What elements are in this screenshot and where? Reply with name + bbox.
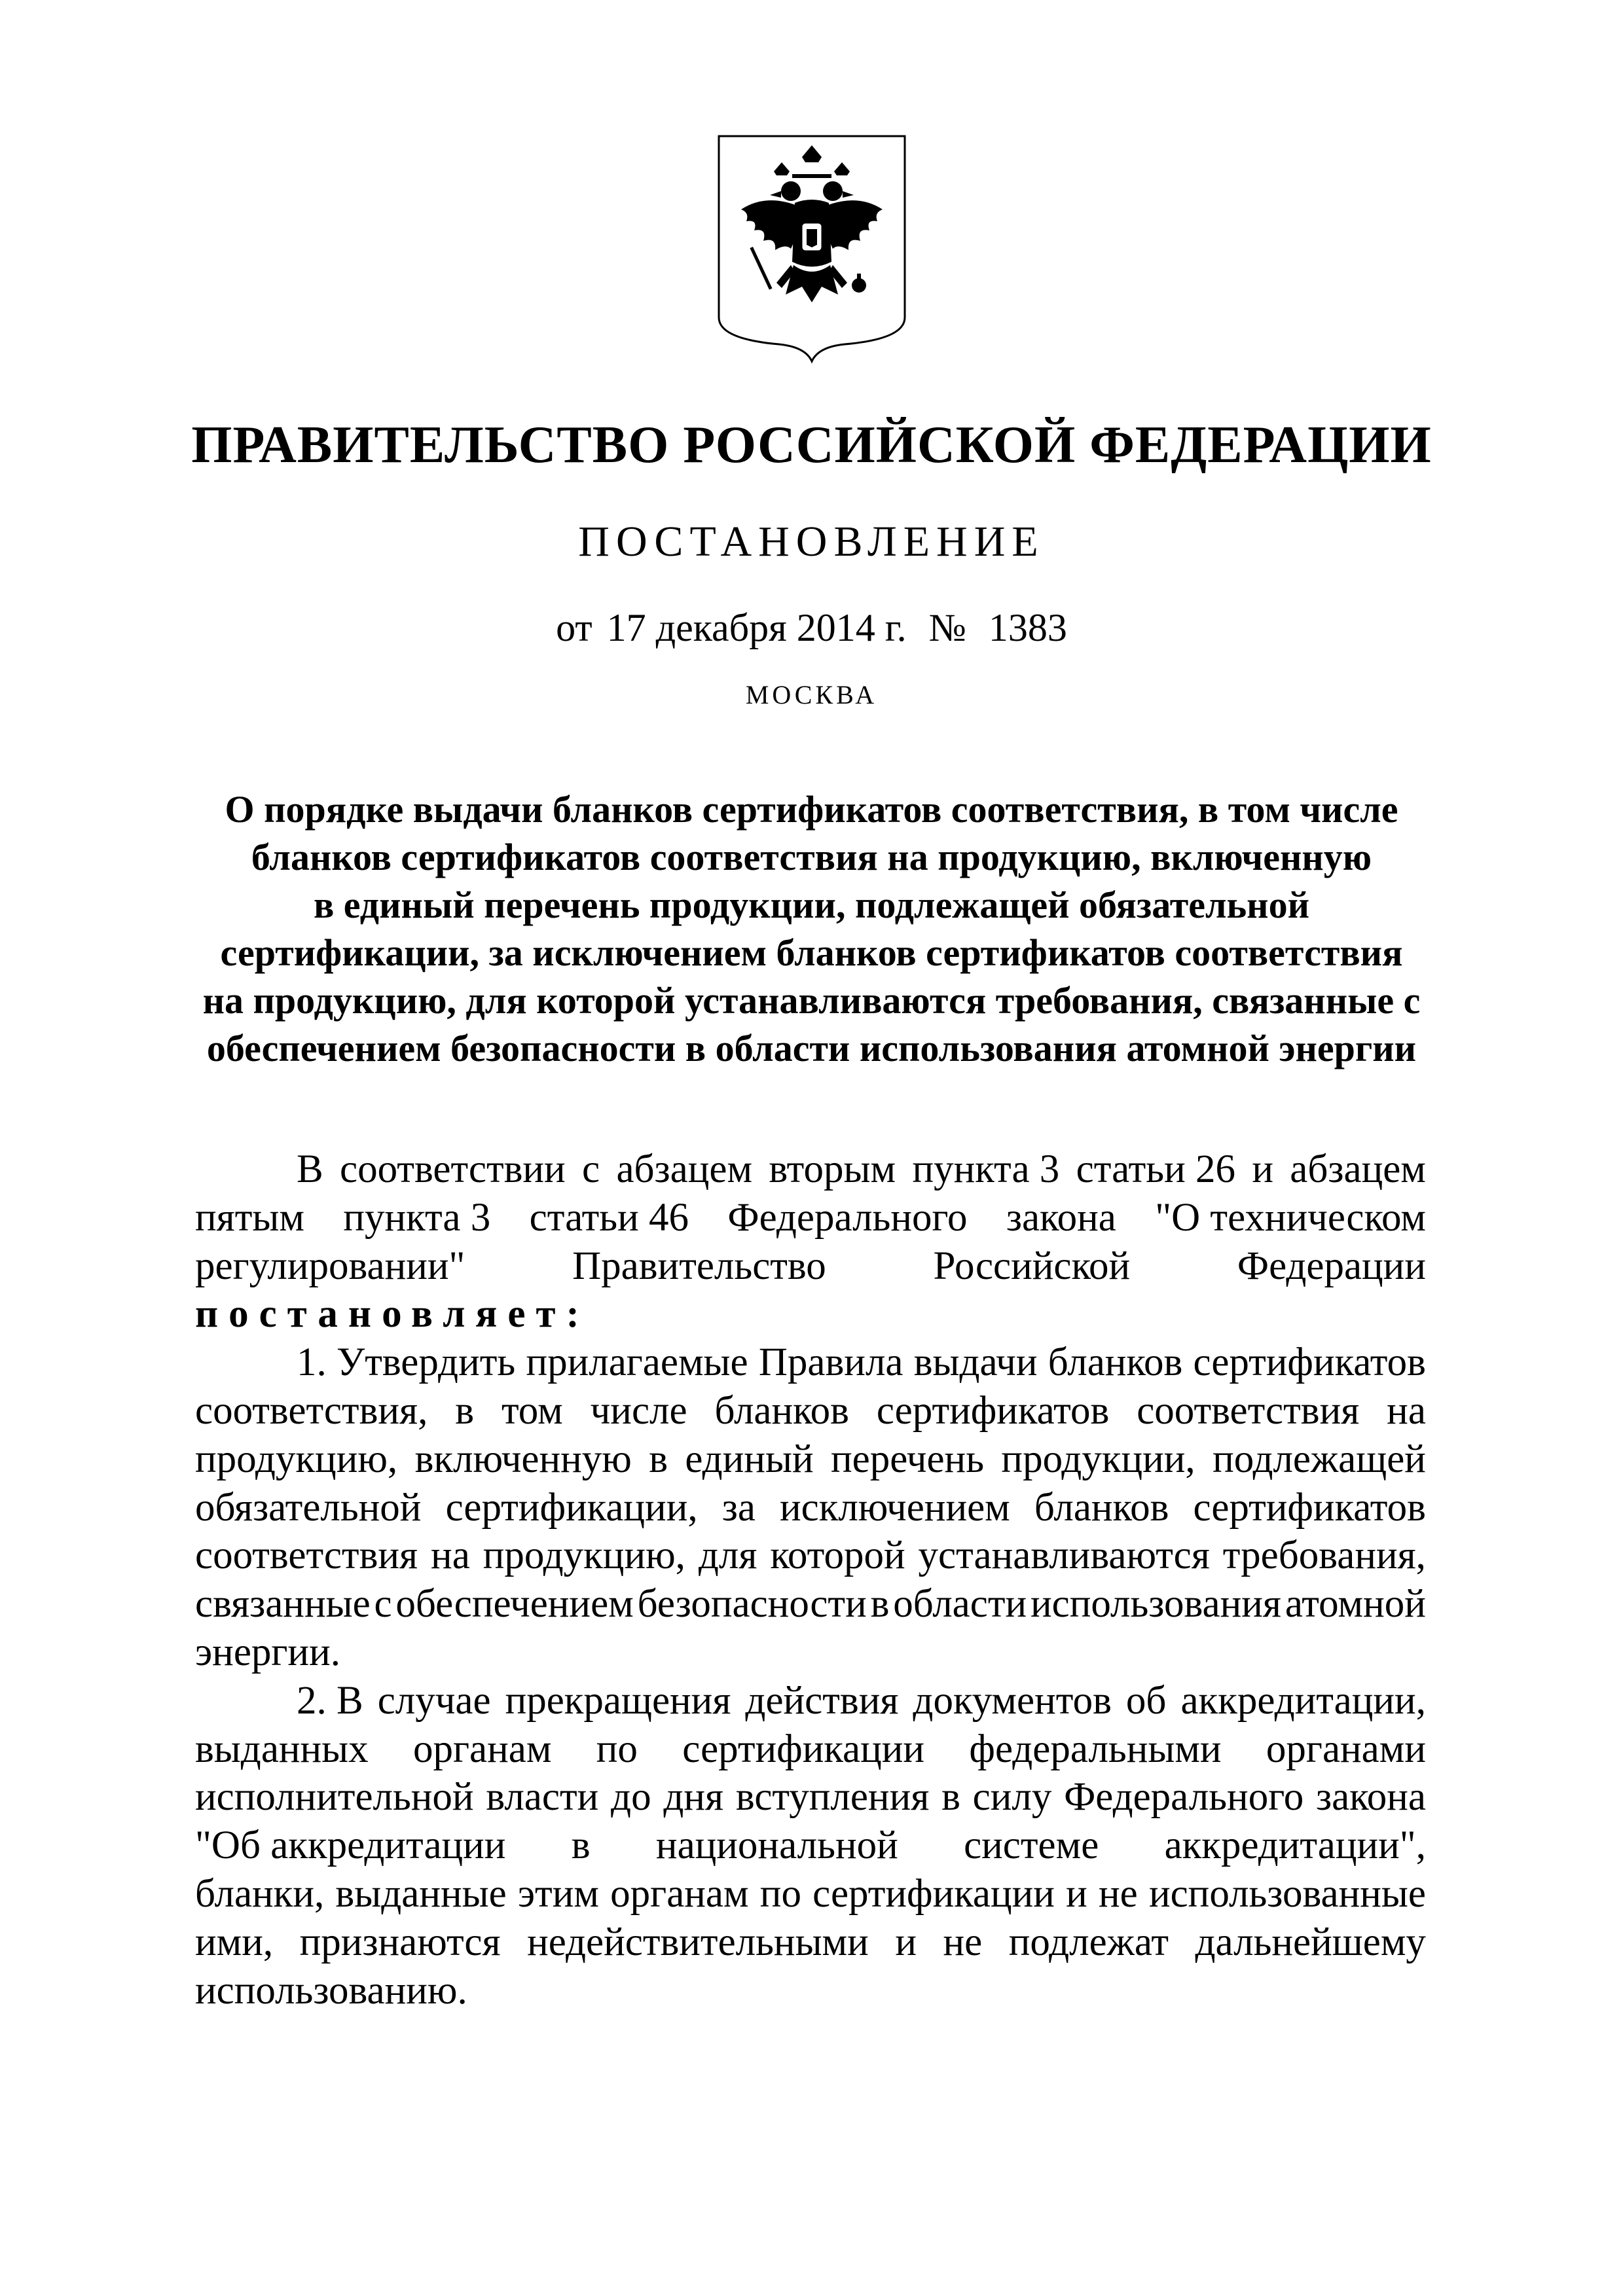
body-word: закона — [1315, 1775, 1426, 1820]
body-word: на — [431, 1534, 470, 1578]
body-word: и — [1252, 1147, 1273, 1191]
body-line — [195, 1725, 1426, 1774]
number-sign: № — [928, 606, 966, 649]
body-word: 2. В — [297, 1678, 363, 1723]
body-line — [195, 1918, 1426, 1967]
body-word: абзацем — [1290, 1147, 1426, 1191]
document-body — [195, 1145, 1426, 2015]
body-word: требования, — [1222, 1534, 1426, 1578]
body-line — [195, 1290, 1426, 1338]
body-word: не — [943, 1920, 983, 1964]
body-word: силу — [972, 1775, 1052, 1820]
body-word: аккредитации, — [1180, 1678, 1426, 1723]
title-line: сертификации, за исключением бланков сертификатов соответствия — [220, 931, 1403, 974]
body-word: исключением — [780, 1485, 1010, 1530]
body-word: "О техническом — [1155, 1195, 1426, 1240]
body-line — [195, 1387, 1426, 1435]
body-word: бланков — [1048, 1340, 1183, 1385]
body-word: том — [501, 1388, 563, 1433]
body-word: Федерального — [1064, 1775, 1304, 1820]
body-line — [195, 1773, 1426, 1821]
body-word: продукции, — [1001, 1437, 1195, 1481]
body-word: органам — [413, 1727, 552, 1771]
body-word: регулировании" — [195, 1244, 465, 1288]
body-word: обеспечением — [395, 1582, 634, 1626]
body-word: дальнейшему — [1195, 1920, 1426, 1964]
body-word: вступления — [735, 1775, 930, 1820]
body-line — [195, 1580, 1426, 1628]
document-date: 17 декабря 2014 г. — [606, 606, 907, 649]
body-word: случае — [377, 1678, 491, 1723]
body-word: Федерации — [1237, 1244, 1426, 1288]
body-word: числе — [590, 1388, 687, 1433]
body-word: бланки, — [195, 1871, 325, 1916]
body-word: "Об аккредитации — [195, 1823, 506, 1868]
body-word: вторым — [769, 1147, 896, 1191]
body-line — [195, 1242, 1426, 1291]
body-word: для — [698, 1534, 757, 1578]
body-word: дня — [663, 1775, 724, 1820]
body-word: не — [1099, 1871, 1138, 1916]
body-line — [195, 1435, 1426, 1484]
body-word: соответствия — [1137, 1388, 1360, 1433]
body-word: власти — [486, 1775, 599, 1820]
body-word: исполнительной — [195, 1775, 474, 1820]
body-line — [195, 1967, 1426, 2015]
body-word: использованию. — [195, 1968, 467, 2013]
body-word: недействительными — [527, 1920, 869, 1964]
body-word: выданные — [335, 1871, 507, 1916]
body-line — [195, 1145, 1426, 1194]
body-word: об — [1125, 1678, 1167, 1723]
body-word: этим — [517, 1871, 599, 1916]
body-word: сертификатов — [876, 1388, 1110, 1433]
body-word: сертификатов — [1193, 1485, 1426, 1530]
body-word: до — [611, 1775, 651, 1820]
body-word: которой — [770, 1534, 905, 1578]
body-word: В — [297, 1147, 323, 1191]
body-word: пятым — [195, 1195, 304, 1240]
body-word: атомной — [1285, 1582, 1426, 1626]
body-word: органам — [610, 1871, 749, 1916]
body-word: включенную — [414, 1437, 632, 1481]
date-prefix: от — [556, 606, 593, 649]
body-word: бланков — [1034, 1485, 1169, 1530]
body-word: постановляет: — [195, 1292, 590, 1336]
body-line — [195, 1338, 1426, 1387]
body-word: по — [759, 1871, 801, 1916]
body-word: подлежащей — [1213, 1437, 1426, 1481]
body-word: единый — [685, 1437, 814, 1481]
body-word: выдачи — [913, 1340, 1038, 1385]
body-word: 1. Утвердить — [297, 1340, 516, 1385]
body-word: федеральными — [969, 1727, 1222, 1771]
body-word: сертификации — [682, 1727, 925, 1771]
body-word: продукцию, — [483, 1534, 685, 1578]
body-word: энергии. — [195, 1630, 340, 1674]
body-word: использованные — [1148, 1871, 1426, 1916]
body-word: использования — [1030, 1582, 1281, 1626]
body-word: обязательной — [195, 1485, 422, 1530]
body-word: устанавливаются — [918, 1534, 1210, 1578]
title-line: бланков сертификатов соответствия на продукцию, включенную — [251, 836, 1372, 878]
body-word: сертификации, — [445, 1485, 698, 1530]
body-word: безопасности — [637, 1582, 867, 1626]
body-word: и — [895, 1920, 917, 1964]
body-word: прилагаемые — [526, 1340, 748, 1385]
body-word: соответствия — [195, 1534, 418, 1578]
body-word: документов — [913, 1678, 1112, 1723]
document-type: ПОСТАНОВЛЕНИЕ — [578, 518, 1045, 565]
body-word: бланков — [714, 1388, 849, 1433]
body-word: сертификации — [812, 1871, 1055, 1916]
body-word: за — [721, 1485, 756, 1530]
body-word: связанные — [195, 1582, 371, 1626]
body-word: признаются — [299, 1920, 501, 1964]
body-word: аккредитации", — [1164, 1823, 1426, 1868]
title-line: обеспечением безопасности в области использования атомной энергии — [206, 1027, 1417, 1069]
body-line — [195, 1677, 1426, 1725]
body-word: по — [596, 1727, 638, 1771]
body-word: соответствия, — [195, 1388, 428, 1433]
body-word: с — [374, 1582, 392, 1626]
body-word: статьи 46 — [529, 1195, 689, 1240]
body-word: и — [1066, 1871, 1087, 1916]
body-line — [195, 1484, 1426, 1532]
body-word: закона — [1006, 1195, 1116, 1240]
city: МОСКВА — [745, 680, 878, 709]
body-word: сертификатов — [1193, 1340, 1426, 1385]
body-line — [195, 1628, 1426, 1677]
coat-of-arms-icon — [714, 131, 910, 367]
title-line: О порядке выдачи бланков сертификатов соответствия, в том числе — [225, 788, 1398, 831]
body-word: Российской — [933, 1244, 1131, 1288]
body-word: выданных — [195, 1727, 369, 1771]
document-title — [196, 785, 1427, 1072]
document-number: 1383 — [988, 606, 1067, 649]
body-word: органами — [1266, 1727, 1426, 1771]
body-word: перечень — [831, 1437, 985, 1481]
body-word: подлежат — [1008, 1920, 1169, 1964]
body-word: продукцию, — [195, 1437, 398, 1481]
body-word: с — [582, 1147, 600, 1191]
title-line: на продукцию, для которой устанавливаются требования, связанные с — [202, 979, 1421, 1022]
body-word: Правила — [758, 1340, 903, 1385]
body-word: ими, — [195, 1920, 274, 1964]
body-word: статьи 26 — [1076, 1147, 1235, 1191]
body-word: Федерального — [727, 1195, 968, 1240]
body-word: действия — [745, 1678, 899, 1723]
body-word: в — [649, 1437, 668, 1481]
body-line — [195, 1870, 1426, 1918]
body-line — [195, 1194, 1426, 1242]
body-line — [195, 1532, 1426, 1580]
organization-title: ПРАВИТЕЛЬСТВО РОССИЙСКОЙ ФЕДЕРАЦИИ — [191, 416, 1432, 474]
body-word: системе — [964, 1823, 1099, 1868]
body-word: в — [571, 1823, 591, 1868]
body-word: области — [893, 1582, 1027, 1626]
body-word: на — [1387, 1388, 1426, 1433]
title-line: в единый перечень продукции, подлежащей обязательной — [313, 884, 1310, 926]
body-line — [195, 1821, 1426, 1870]
body-word: национальной — [655, 1823, 898, 1868]
body-word: в — [941, 1775, 960, 1820]
body-word: пункта 3 — [912, 1147, 1060, 1191]
body-word: пункта 3 — [343, 1195, 491, 1240]
body-word: Правительство — [572, 1244, 826, 1288]
body-word: соответствии — [340, 1147, 566, 1191]
body-word: прекращения — [505, 1678, 731, 1723]
body-word: в — [455, 1388, 475, 1433]
body-word: в — [870, 1582, 890, 1626]
body-word: абзацем — [616, 1147, 753, 1191]
date-line — [0, 605, 1623, 651]
